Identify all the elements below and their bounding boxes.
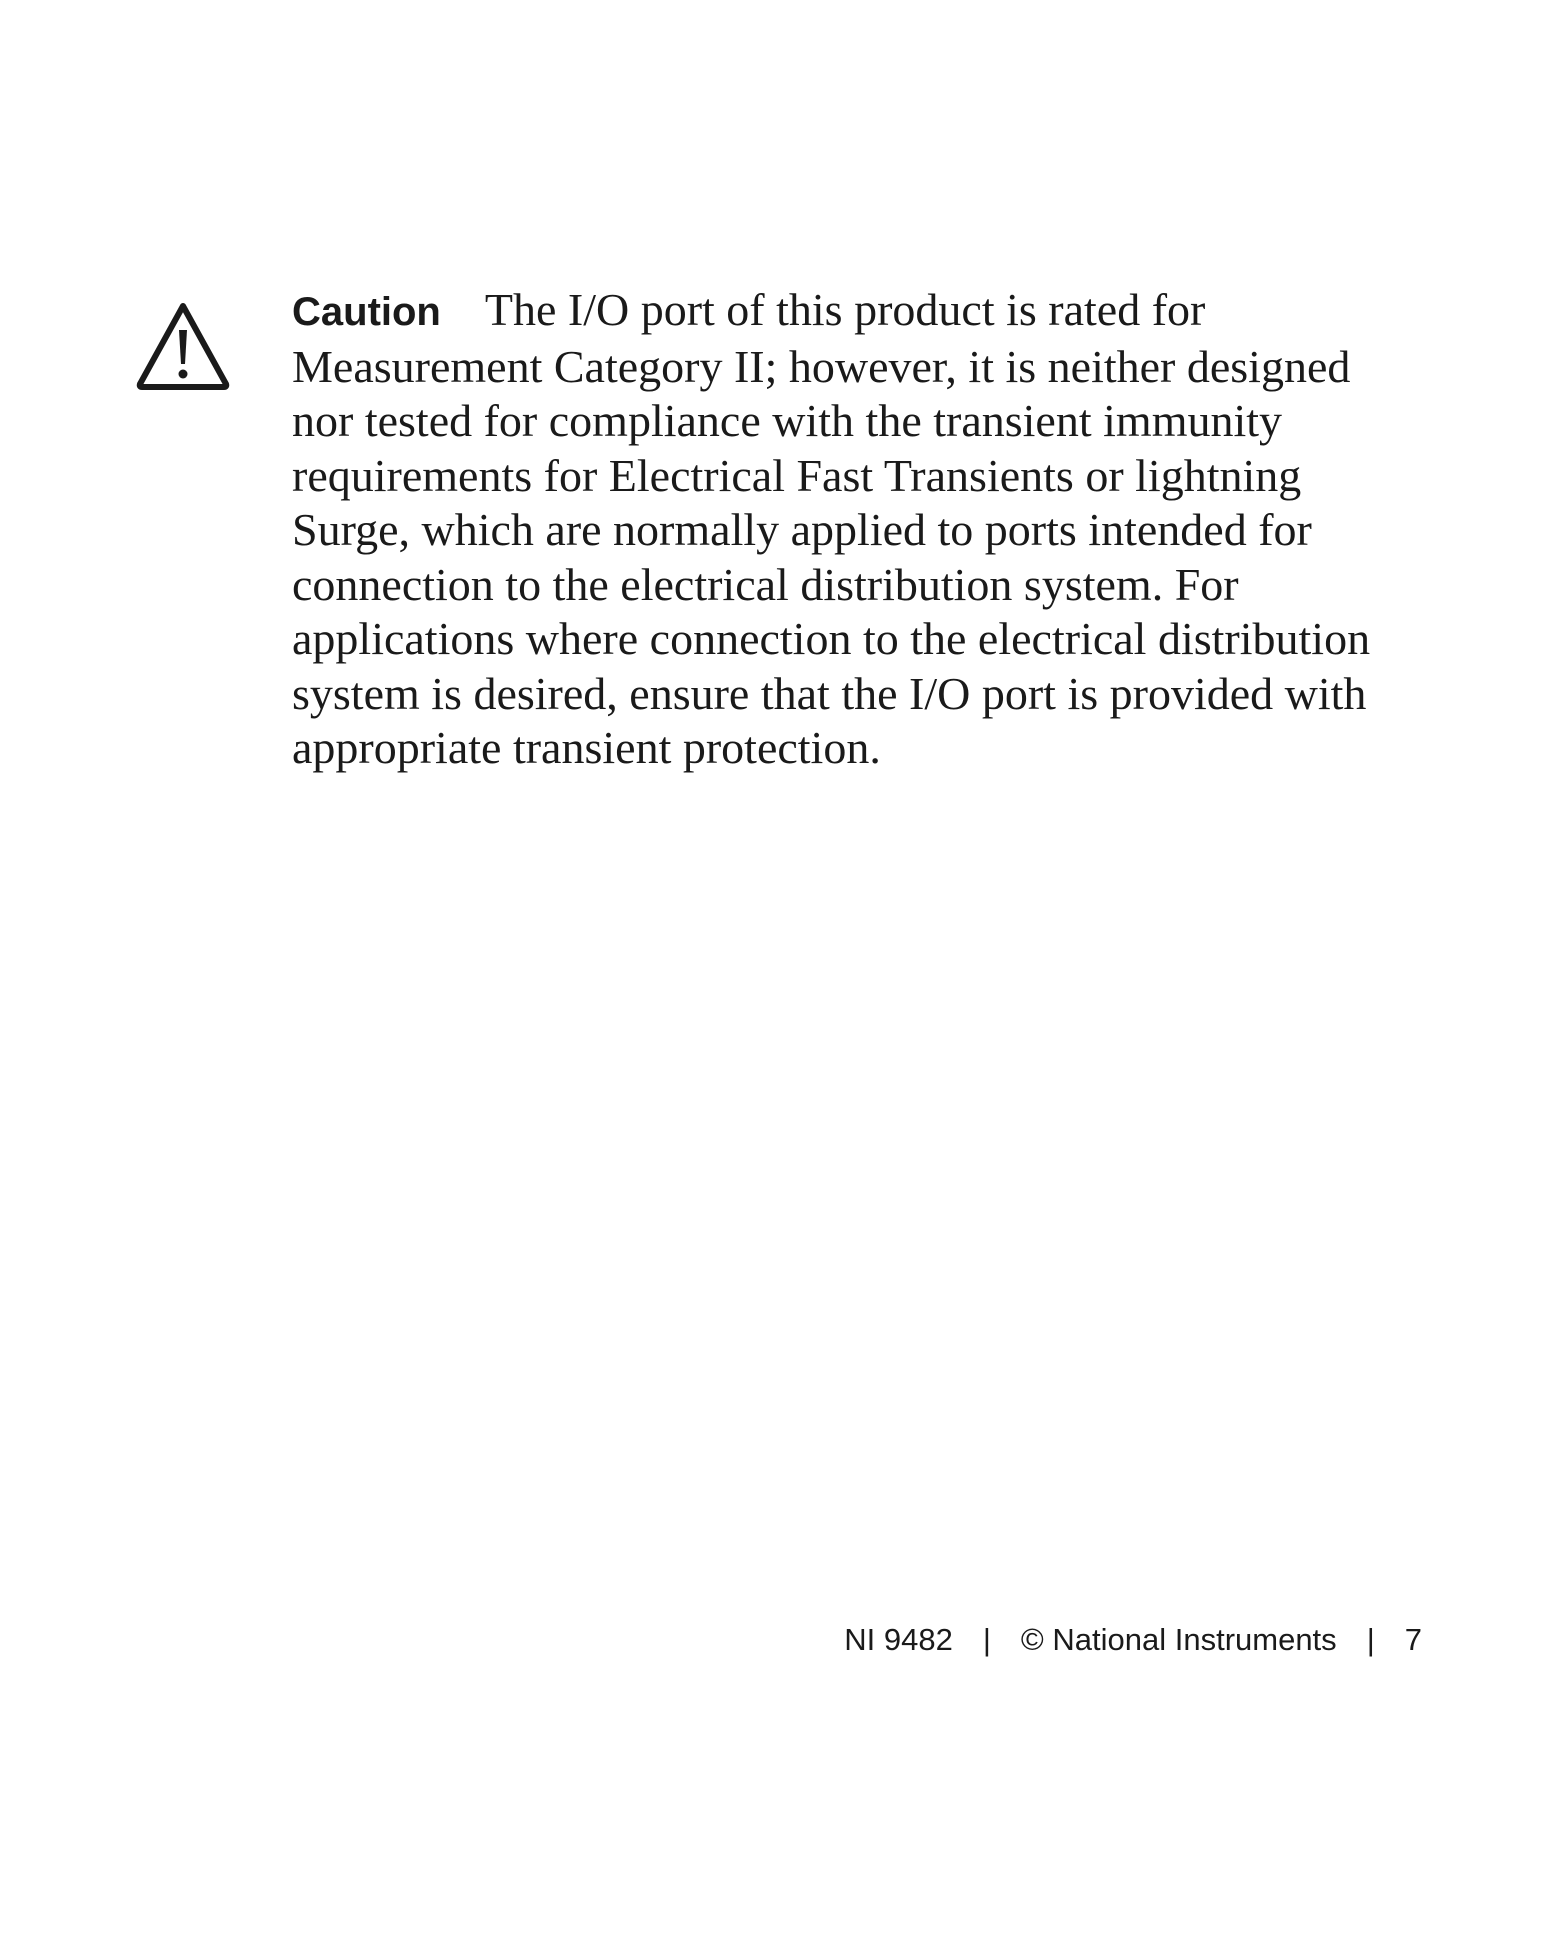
- caution-label: Caution: [292, 290, 441, 334]
- caution-line-9: appropriate transient protection.: [292, 722, 881, 773]
- footer-page-number: 7: [1404, 1622, 1422, 1657]
- footer-copyright: © National Instruments: [1020, 1622, 1337, 1657]
- caution-note: [292, 283, 1432, 776]
- footer-separator: |: [1366, 1622, 1375, 1657]
- caution-line-4: requirements for Electrical Fast Transients or lightning: [292, 449, 1302, 501]
- caution-line-2: Measurement Category II; however, it is neither designed: [292, 340, 1351, 392]
- caution-line-3: nor tested for compliance with the transient immunity: [292, 395, 1283, 446]
- footer-separator: |: [982, 1622, 991, 1657]
- caution-line-6: connection to the electrical distribution system. For: [292, 558, 1239, 610]
- caution-line-1: The I/O port of this product is rated for: [484, 284, 1206, 335]
- caution-first-line: [292, 283, 1432, 340]
- warning-triangle-icon: [134, 300, 232, 392]
- page-footer: [844, 1622, 1422, 1658]
- caution-line-5: Surge, which are normally applied to ports intended for: [292, 504, 1312, 555]
- caution-line-7: applications where connection to the electrical distribution: [292, 613, 1371, 664]
- caution-line-8: system is desired, ensure that the I/O port is provided with: [292, 667, 1367, 719]
- footer-product: NI 9482: [844, 1622, 953, 1657]
